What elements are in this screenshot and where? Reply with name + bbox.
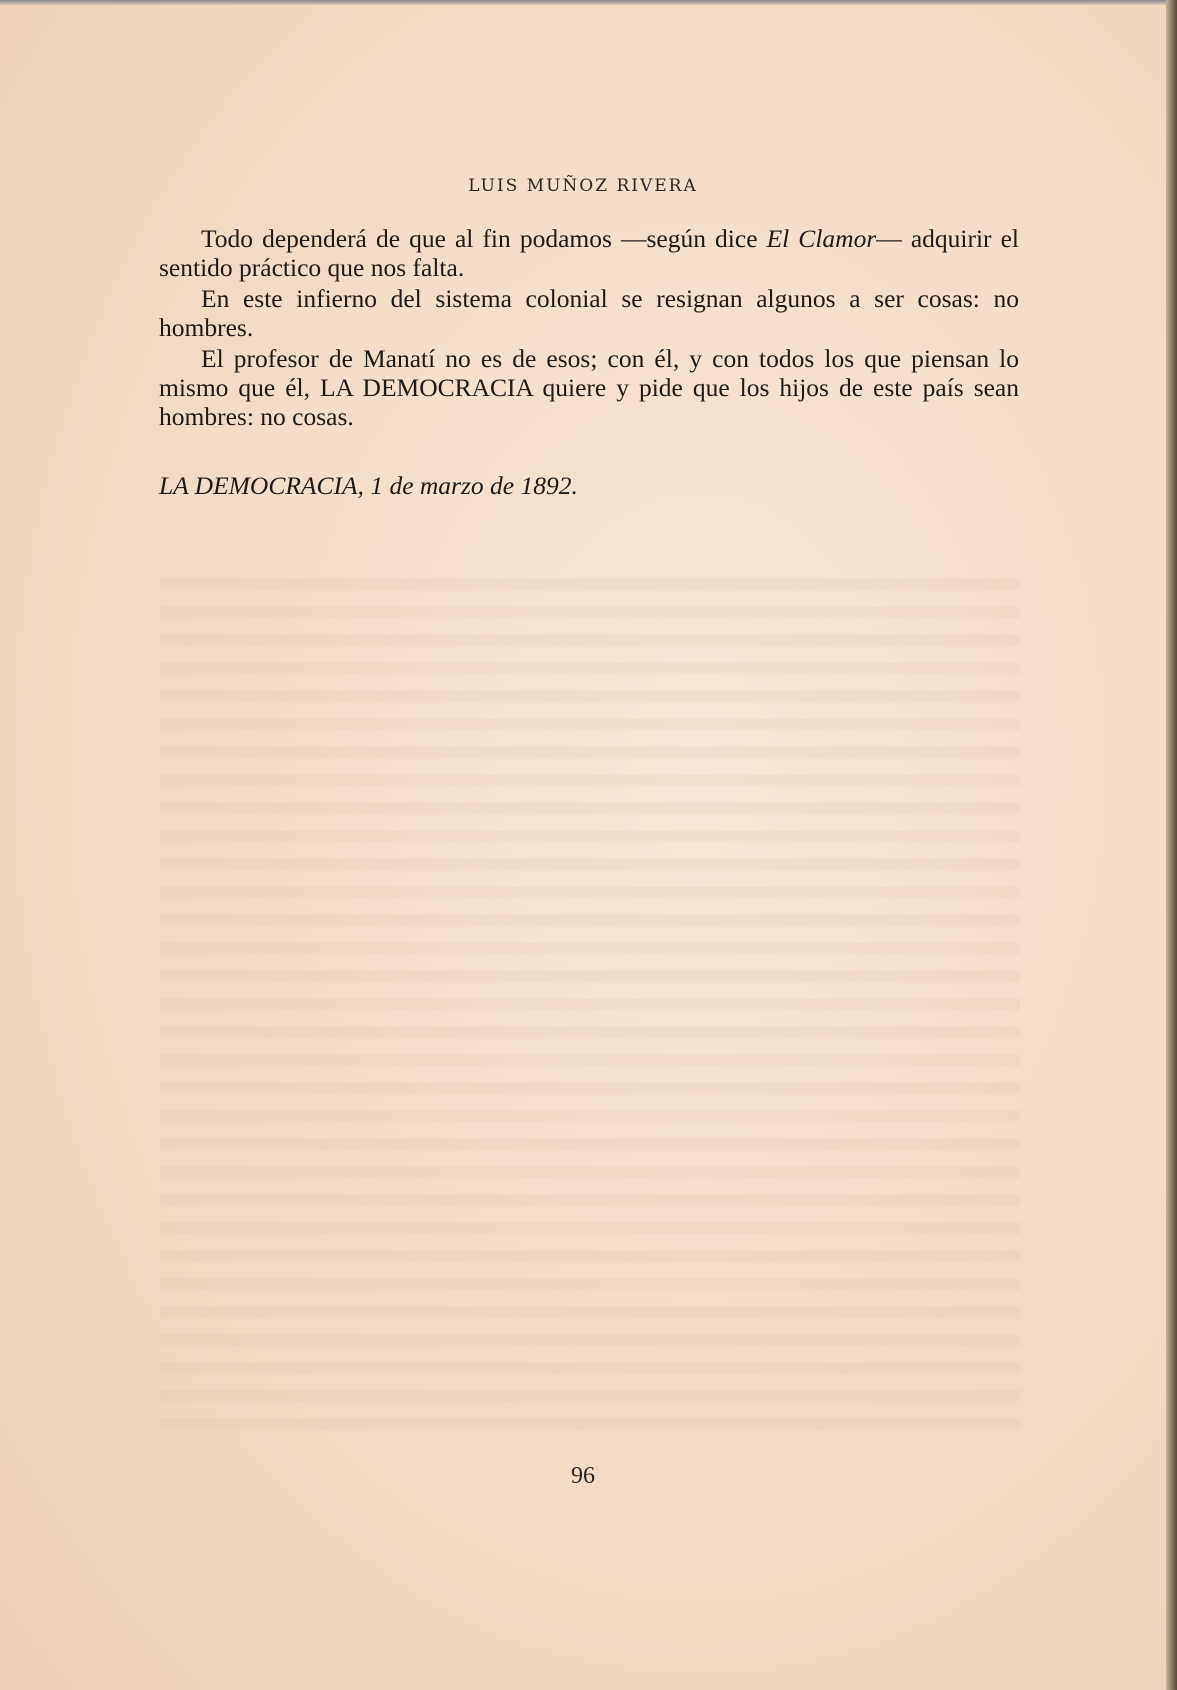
running-head: LUIS MUÑOZ RIVERA — [468, 176, 698, 196]
body-text — [159, 224, 1019, 433]
paragraph-1-start: Todo dependerá de que al fin podamos —según dice — [201, 224, 767, 253]
right-edge — [1166, 0, 1177, 1690]
top-edge — [0, 0, 1177, 5]
dateline-date: 1 de marzo de 1892. — [370, 471, 578, 500]
dateline — [159, 471, 578, 501]
dateline-source: LA DEMOCRACIA, — [159, 471, 364, 500]
show-through-texture — [160, 564, 1020, 1434]
paragraph-2: En este infierno del sistema colonial se resignan algunos a ser cosas: no hombres. — [159, 284, 1019, 342]
book-page — [0, 4, 1166, 1690]
paragraph-1-italic: El Clamor — [766, 224, 877, 253]
page-number: 96 — [571, 1463, 595, 1489]
paragraph-1 — [159, 224, 1019, 282]
paragraph-3: El profesor de Manatí no es de esos; con él, y con todos los que piensan lo mismo que él, LA DEMOCRACIA quiere y pide que los hijos de este país sean hombres: no cosas. — [159, 344, 1019, 431]
paragraph-1-end: — adquirir el sentido práctico que nos falta. — [159, 224, 1020, 282]
